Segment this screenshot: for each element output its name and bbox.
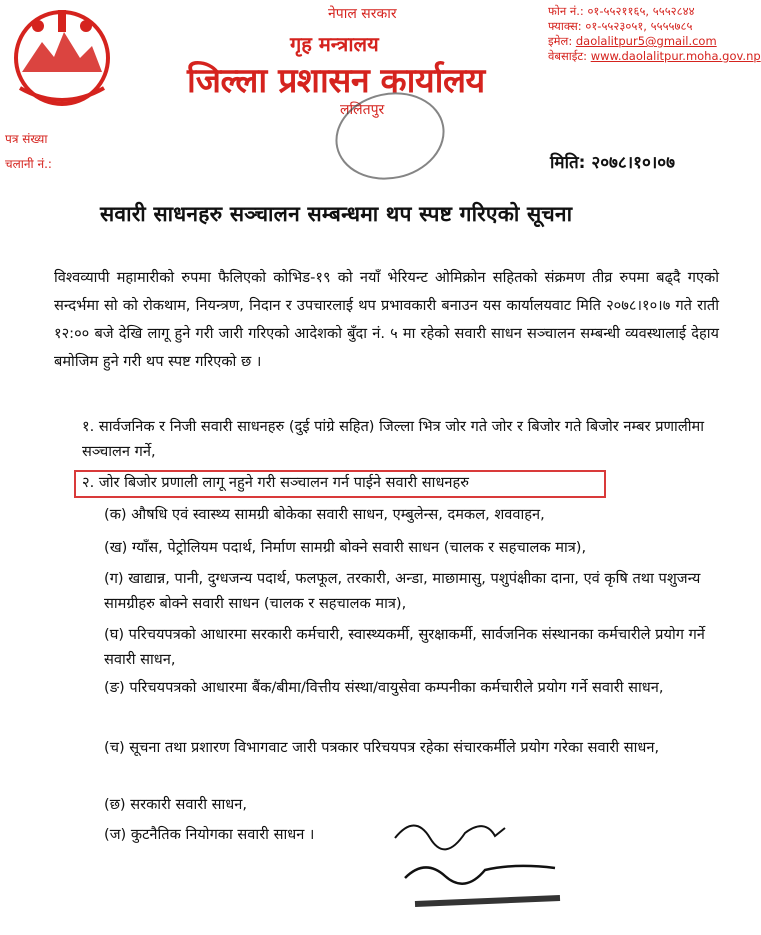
list-item-1: १. सार्वजनिक र निजी सवारी साधनहरु (दुई पांग्रे सहित) जिल्ला भित्र जोर गते जोर र बिजोर गते बिजोर नम्बर प्रणालीमा सञ्चालन गर्ने, [82, 418, 705, 460]
nepal-emblem-logo [2, 2, 120, 110]
website-line [548, 49, 761, 64]
list-item-2: २. जोर बिजोर प्रणाली लागू नहुने गरी सञ्चालन गर्न पाईने सवारी साधनहरु [82, 474, 470, 491]
sub-item-gha: (घ) परिचयपत्रको आधारमा सरकारी कर्मचारी, स्वास्थ्यकर्मी, सुरक्षाकर्मी, सार्वजनिक संस्थानका कर्मचारीले प्रयोग गर्ने सवारी साधन, [104, 626, 705, 668]
phone-line: फोन नं.: ०१-५५२११६५, ५५५२८४४ [548, 4, 695, 18]
letter-date: मिति: २०७८।१०।०७ [550, 153, 675, 173]
official-stamp [330, 88, 450, 184]
letter-number-label: पत्र संख्या [5, 132, 48, 146]
email-line [548, 34, 717, 49]
dispatch-number-label: चलानी नं.: [5, 157, 52, 171]
district-name: ललितपुर [340, 102, 385, 118]
government-label: नेपाल सरकार [328, 6, 397, 22]
intro-paragraph: विश्वव्यापी महामारीको रुपमा फैलिएको कोभिड-१९ को नयाँ भेरियन्ट ओमिक्रोन सहितको संक्रमण तीव्र रुपमा बढ्दै गएको सन्दर्भमा सो को रोकथाम, नियन्त्रण, निदान र उपचारलाई थप प्रभावकारी बनाउन यस कार्यालयवाट मिति २०७८।१०।७ गते राती १२:०० बजे देखि लागू हुने गरी जारी गरिएको आदेशको बुँदा नं. ५ मा रहेको सवारी साधन सञ्चालन सम्बन्धी व्यवस्थालाई देहाय बमोजिम हुने गरी थप स्पष्ट गरिएको छ । [54, 269, 719, 370]
website-label: वेबसाईट: [548, 49, 588, 63]
office-name: जिल्ला प्रशासन कार्यालय [187, 61, 485, 101]
sub-item-cha: (च) सूचना तथा प्रशारण विभागवाट जारी पत्रकार परिचयपत्र रहेका संचारकर्मीले प्रयोग गरेका सवारी साधन, [104, 739, 660, 756]
website-link[interactable]: www.daolalitpur.moha.gov.np [590, 49, 761, 63]
sub-item-ja: (ज) कुटनैतिक नियोगका सवारी साधन । [104, 826, 315, 843]
sub-item-ga: (ग) खाद्यान्न, पानी, दुग्धजन्य पदार्थ, फलफूल, तरकारी, अन्डा, माछामासु, पशुपंक्षीका दाना, एवं कृषि तथा पशुजन्य सामग्रीहरु बोक्ने सवारी साधन (चालक र सहचालक मात्र), [104, 570, 701, 612]
sub-item-chha: (छ) सरकारी सवारी साधन, [104, 796, 247, 813]
sub-item-kha: (ख) ग्याँस, पेट्रोलियम पदार्थ, निर्माण सामग्री बोक्ने सवारी साधन (चालक र सहचालक मात्र), [104, 539, 587, 556]
ministry-name: गृह मन्त्रालय [290, 32, 379, 56]
notice-title: सवारी साधनहरु सञ्चालन सम्बन्धमा थप स्पष्ट गरिएको सूचना [100, 202, 573, 226]
fax-line: फ्याक्स: ०१-५५२३०५१, ५५५५७८५ [548, 19, 693, 33]
sub-item-ka: (क) औषधि एवं स्वास्थ्य सामग्री बोकेका सवारी साधन, एम्बुलेन्स, दमकल, शववाहन, [104, 506, 545, 523]
email-link[interactable]: daolalitpur5@gmail.com [575, 34, 717, 48]
email-label: इमेल: [548, 34, 573, 48]
signature-block [385, 808, 575, 918]
sub-item-nga: (ङ) परिचयपत्रको आधारमा बैंक/बीमा/वित्तीय संस्था/वायुसेवा कम्पनीका कर्मचारीले प्रयोग गर्ने सवारी साधन, [104, 679, 664, 696]
